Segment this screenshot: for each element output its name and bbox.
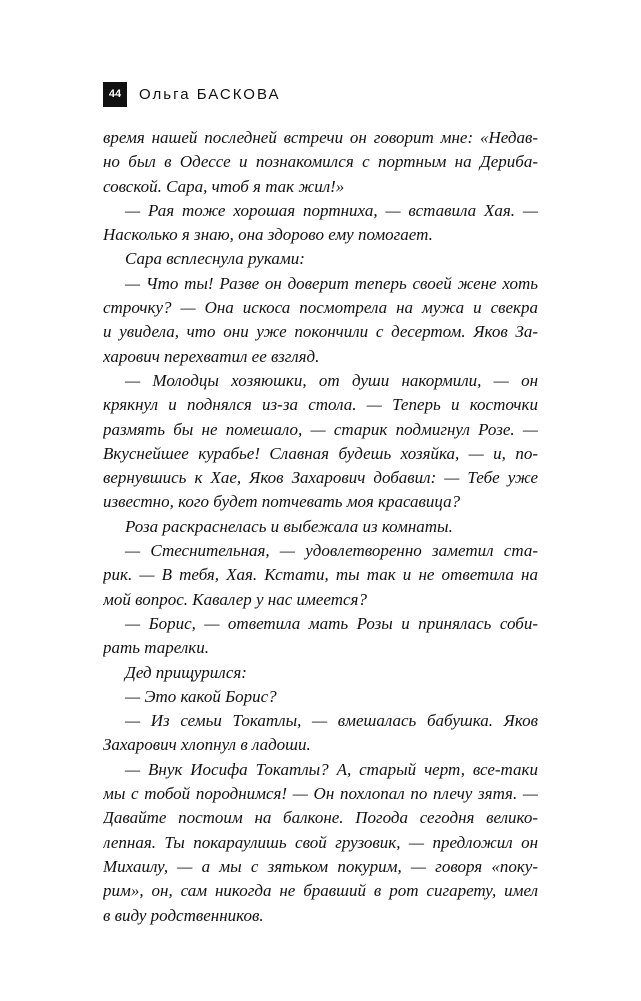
text-line: Вкуснейшее курабье! Славная будешь хозяйка, — и, по-	[103, 443, 538, 463]
text-line: и увидела, что они уже покончили с десертом. Яков За-	[103, 322, 538, 342]
text-line: — Молодцы хозяюшки, от души накормили, — он	[125, 370, 538, 390]
text-line: — Борис, — ответила мать Розы и принялась соби-	[125, 613, 538, 633]
text-line: размять бы не помешало, — старик подмигнул Розе. —	[103, 419, 538, 439]
body-text	[103, 126, 538, 928]
text-line: Роза раскраснелась и выбежала из комнаты.	[125, 516, 453, 536]
text-line: Сара всплеснула руками:	[125, 249, 305, 269]
text-line: вернувшись к Хае, Яков Захарович добавил: — Тебе уже	[103, 468, 538, 488]
text-line: Дед прищурился:	[125, 662, 247, 682]
text-line: Давайте постоим на балконе. Погода сегодня велико-	[103, 808, 538, 828]
text-line: — Это какой Борис?	[125, 686, 277, 706]
text-line: известно, кого будет потчевать моя красавица?	[103, 492, 461, 512]
text-line: строчку? — Она искоса посмотрела на мужа и свекра	[103, 298, 538, 318]
text-line: — Рая тоже хорошая портниха, — вставила Хая. —	[125, 200, 538, 220]
page-number: 44	[103, 82, 127, 107]
text-line: совской. Сара, чтоб я так жил!»	[103, 176, 345, 196]
text-line: Захарович хлопнул в ладоши.	[103, 735, 311, 755]
text-line: рик. — В тебя, Хая. Кстати, ты так и не ответила на	[103, 565, 538, 585]
text-line: — Внук Иосифа Токатлы? А, старый черт, все-таки	[125, 759, 538, 779]
text-line: но был в Одессе и познакомился с портным на Дериба-	[103, 152, 538, 172]
text-line: мы с тобой породнимся! — Он похлопал по плечу зятя. —	[103, 784, 538, 804]
text-line: — Стеснительная, — удовлетворенно заметил ста-	[125, 541, 538, 561]
text-line: рим», он, сам никогда не бравший в рот сигарету, имел	[103, 881, 538, 901]
text-line: рать тарелки.	[103, 638, 209, 658]
text-line: крякнул и поднялся из-за стола. — Теперь и косточки	[103, 395, 538, 415]
text-line: — Что ты! Разве он доверит теперь своей жене хоть	[125, 273, 538, 293]
running-header	[103, 82, 281, 107]
text-line: — Из семьи Токатлы, — вмешалась бабушка. Яков	[125, 711, 538, 731]
text-line: время нашей последней встречи он говорит мне: «Недав-	[103, 128, 538, 147]
text-line: мой вопрос. Кавалер у нас имеется?	[103, 589, 367, 609]
text-line: харович перехватил ее взгляд.	[103, 346, 320, 366]
text-line: Михаилу, — а мы с зятьком покурим, — говоря «поку-	[103, 856, 538, 876]
text-line: в виду родственников.	[103, 905, 264, 925]
text-line: Насколько я знаю, она здорово ему помогает.	[103, 225, 433, 245]
running-head-title: Ольга БАСКОВА	[139, 86, 281, 103]
text-line: лепная. Ты покараулишь свой грузовик, — предложил он	[103, 832, 538, 852]
